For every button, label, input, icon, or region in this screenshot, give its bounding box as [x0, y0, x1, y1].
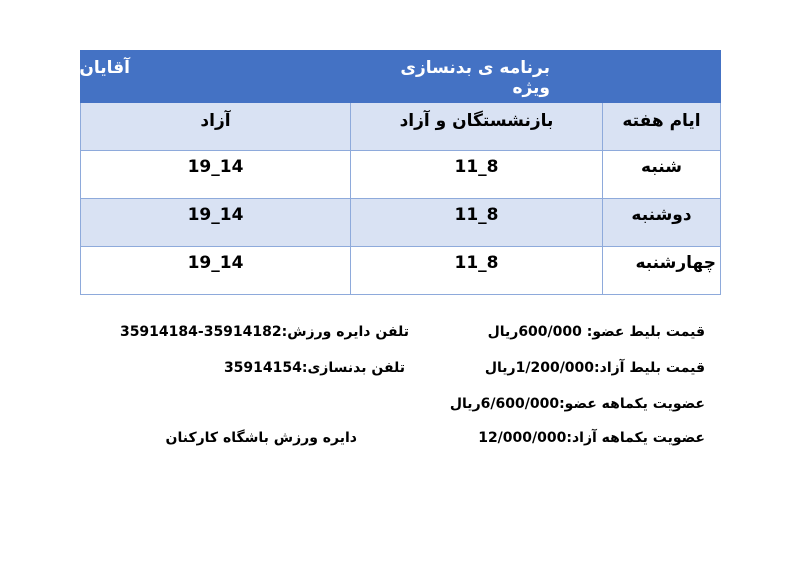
- free-ticket-price: قیمت بلیط آزاد:1/200/000ریال: [484, 360, 705, 376]
- department-name: دایره ورزش باشگاه کارکنان: [165, 430, 357, 446]
- day-name: دوشنبه: [603, 199, 721, 247]
- sports-phone: تلفن دایره ورزش:35914182-35914184: [119, 324, 409, 340]
- member-ticket-price: قیمت بلیط عضو: 600/000ریال: [487, 324, 705, 340]
- retired-hours: 8_11: [351, 199, 603, 247]
- free-monthly-price: عضویت یکماهه آزاد:12/000/000: [478, 430, 705, 446]
- table-title: برنامه ی بدنسازی ویژه: [400, 58, 550, 98]
- member-monthly-price: عضویت یکماهه عضو:6/600/000ریال: [449, 396, 705, 412]
- free-hours: 14_19: [81, 199, 351, 247]
- table-title-row: [81, 51, 721, 103]
- header-row: [81, 103, 721, 151]
- retired-hours: 8_11: [351, 151, 603, 199]
- day-name: شنبه: [603, 151, 721, 199]
- schedule-table: [80, 50, 721, 295]
- table-row: [81, 151, 721, 199]
- header-free: آزاد: [81, 103, 351, 151]
- table-row: [81, 247, 721, 295]
- table-row: [81, 199, 721, 247]
- title-cell-right: [603, 51, 721, 103]
- gym-phone: تلفن بدنسازی:35914154: [223, 360, 405, 376]
- free-hours: 14_19: [81, 247, 351, 295]
- title-cell: [351, 51, 603, 103]
- retired-hours: 8_11: [351, 247, 603, 295]
- day-name: چهارشنبه: [603, 247, 721, 295]
- header-retired: بازنشستگان و آزاد: [351, 103, 603, 151]
- title-cell-left: [81, 51, 351, 103]
- free-hours: 14_19: [81, 151, 351, 199]
- header-days: ایام هفته: [603, 103, 721, 151]
- title-suffix: آقایان: [79, 58, 130, 78]
